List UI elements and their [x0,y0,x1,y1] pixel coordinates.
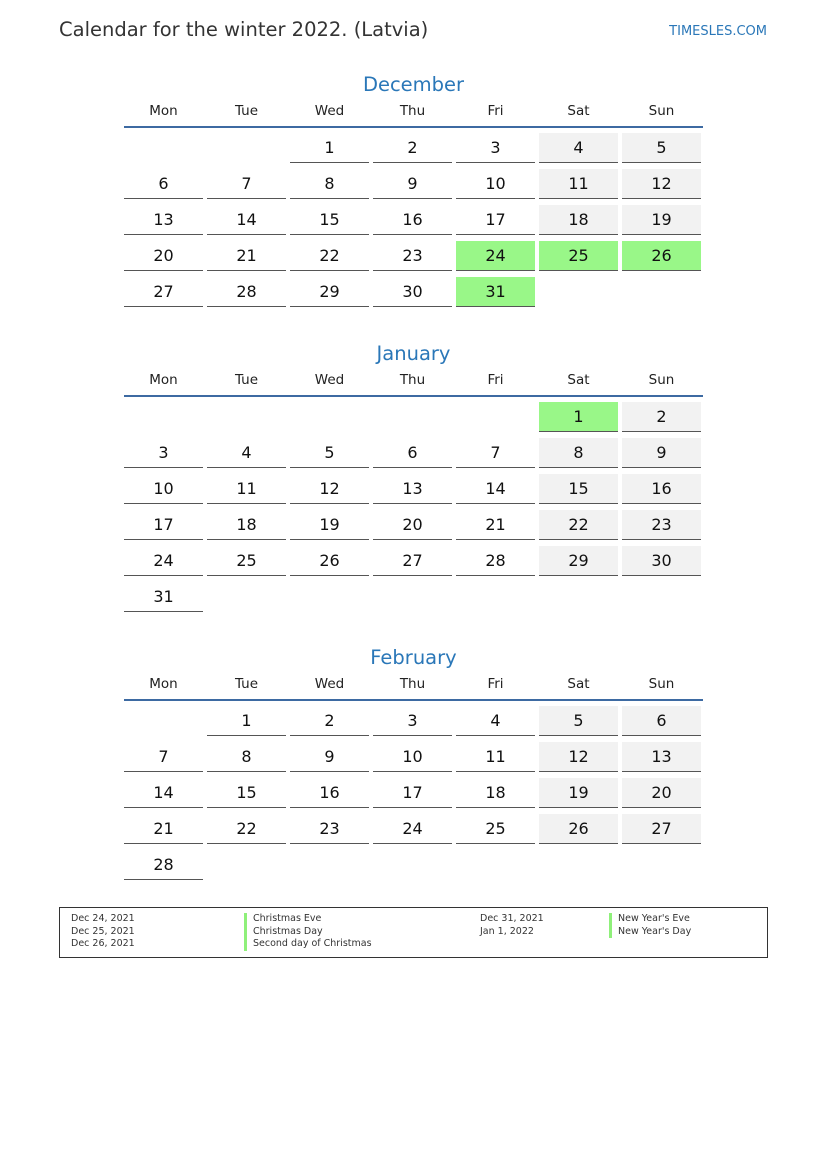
day-cell: 14 [456,474,535,504]
day-cell: 5 [622,133,701,163]
day-cell: 1 [290,133,369,163]
day-cell: 12 [539,742,618,772]
day-cell: 9 [622,438,701,468]
week-row [124,849,703,885]
day-cell: 15 [290,205,369,235]
day-cell: 15 [207,778,286,808]
empty-cell [290,402,369,432]
day-cell: 20 [622,778,701,808]
empty-cell [373,582,452,612]
day-cell: 21 [456,510,535,540]
week-row [124,276,703,312]
day-cell: 29 [290,277,369,307]
empty-cell [622,850,701,880]
legend-names-left [244,913,372,951]
day-cell: 24 [373,814,452,844]
day-cell: 18 [456,778,535,808]
day-cell: 19 [622,205,701,235]
day-cell: 7 [207,169,286,199]
weekday-header [124,369,703,395]
weekday-label: Sat [567,372,590,388]
day-cell: 26 [622,241,701,271]
month-january [124,339,703,617]
day-cell: 4 [207,438,286,468]
day-cell: 28 [207,277,286,307]
day-cell: 27 [622,814,701,844]
page-title: Calendar for the winter 2022. (Latvia) [59,18,429,41]
weekday-label: Tue [234,103,259,119]
weekday-label: Mon [149,676,178,692]
weeks-grid [124,705,703,885]
weekday-label: Sat [567,103,590,119]
day-cell: 31 [456,277,535,307]
month-february [124,643,703,885]
day-cell: 21 [124,814,203,844]
day-cell: 22 [207,814,286,844]
day-cell: 20 [373,510,452,540]
week-row [124,204,703,240]
empty-cell [456,850,535,880]
legend-holiday-name: Second day of Christmas [244,938,372,951]
day-cell: 14 [207,205,286,235]
legend-date: Dec 24, 2021 [71,913,135,924]
day-cell: 4 [539,133,618,163]
legend-names-right [609,913,691,938]
day-cell: 25 [539,241,618,271]
weekday-label: Fri [487,676,504,692]
weekday-header [124,100,703,126]
header-divider [124,126,703,128]
day-cell: 7 [124,742,203,772]
day-cell: 30 [373,277,452,307]
weekday-label: Tue [234,372,259,388]
day-cell: 3 [124,438,203,468]
week-row [124,509,703,545]
weekday-header [124,673,703,699]
day-cell: 13 [622,742,701,772]
weekday-label: Thu [399,676,426,692]
empty-cell [207,850,286,880]
day-cell: 14 [124,778,203,808]
day-cell: 16 [622,474,701,504]
day-cell: 26 [290,546,369,576]
weeks-grid [124,132,703,312]
day-cell: 28 [124,850,203,880]
day-cell: 3 [456,133,535,163]
month-title: February [370,646,457,669]
empty-cell [124,706,203,736]
legend-holiday-name: New Year's Day [609,926,691,939]
legend-holiday-name: Christmas Day [244,926,372,939]
week-row [124,545,703,581]
weekday-label: Wed [314,372,345,388]
legend-dates-right [480,913,544,938]
empty-cell [124,402,203,432]
day-cell: 22 [539,510,618,540]
day-cell: 16 [373,205,452,235]
empty-cell [539,582,618,612]
day-cell: 12 [290,474,369,504]
day-cell: 19 [290,510,369,540]
week-row [124,581,703,617]
empty-cell [622,582,701,612]
day-cell: 13 [373,474,452,504]
day-cell: 24 [456,241,535,271]
week-row [124,437,703,473]
empty-cell [456,402,535,432]
day-cell: 5 [539,706,618,736]
weekday-label: Wed [314,676,345,692]
weekday-label: Fri [487,372,504,388]
day-cell: 2 [622,402,701,432]
month-title: January [376,342,451,365]
day-cell: 25 [456,814,535,844]
month-title: December [362,73,465,96]
day-cell: 22 [290,241,369,271]
month-december [124,70,703,312]
weekday-label: Mon [149,372,178,388]
day-cell: 6 [622,706,701,736]
day-cell: 9 [290,742,369,772]
weeks-grid [124,401,703,617]
day-cell: 17 [124,510,203,540]
empty-cell [207,402,286,432]
site-link[interactable]: TIMESLES.COM [669,24,767,39]
empty-cell [290,850,369,880]
legend-dates-left [71,913,135,951]
day-cell: 9 [373,169,452,199]
day-cell: 25 [207,546,286,576]
day-cell: 15 [539,474,618,504]
legend-holiday-name: Christmas Eve [244,913,372,926]
week-row [124,401,703,437]
empty-cell [456,582,535,612]
day-cell: 8 [539,438,618,468]
day-cell: 21 [207,241,286,271]
day-cell: 13 [124,205,203,235]
day-cell: 17 [456,205,535,235]
header-divider [124,699,703,701]
day-cell: 1 [539,402,618,432]
weekday-label: Sun [648,103,675,119]
day-cell: 12 [622,169,701,199]
legend-holiday-name: New Year's Eve [609,913,691,926]
day-cell: 31 [124,582,203,612]
week-row [124,777,703,813]
weekday-label: Mon [149,103,178,119]
day-cell: 10 [124,474,203,504]
legend-date: Dec 31, 2021 [480,913,544,924]
day-cell: 26 [539,814,618,844]
empty-cell [290,582,369,612]
day-cell: 23 [622,510,701,540]
weekday-label: Sun [648,676,675,692]
day-cell: 2 [373,133,452,163]
day-cell: 6 [124,169,203,199]
day-cell: 23 [373,241,452,271]
day-cell: 10 [456,169,535,199]
week-row [124,741,703,777]
day-cell: 4 [456,706,535,736]
day-cell: 28 [456,546,535,576]
day-cell: 29 [539,546,618,576]
day-cell: 11 [207,474,286,504]
legend-date: Jan 1, 2022 [480,925,534,937]
empty-cell [539,277,618,307]
day-cell: 30 [622,546,701,576]
week-row [124,168,703,204]
day-cell: 18 [539,205,618,235]
empty-cell [124,133,203,163]
empty-cell [539,850,618,880]
week-row [124,813,703,849]
day-cell: 10 [373,742,452,772]
weekday-label: Thu [399,372,426,388]
day-cell: 1 [207,706,286,736]
day-cell: 16 [290,778,369,808]
holiday-legend [59,907,768,958]
day-cell: 27 [373,546,452,576]
legend-date: Dec 26, 2021 [71,938,135,950]
day-cell: 19 [539,778,618,808]
weekday-label: Wed [314,103,345,119]
day-cell: 8 [207,742,286,772]
empty-cell [207,133,286,163]
weekday-label: Sat [567,676,590,692]
week-row [124,240,703,276]
day-cell: 7 [456,438,535,468]
weekday-label: Thu [399,103,426,119]
empty-cell [207,582,286,612]
weekday-label: Sun [648,372,675,388]
week-row [124,705,703,741]
header-divider [124,395,703,397]
day-cell: 17 [373,778,452,808]
day-cell: 6 [373,438,452,468]
empty-cell [373,850,452,880]
day-cell: 24 [124,546,203,576]
day-cell: 23 [290,814,369,844]
week-row [124,473,703,509]
week-row [124,132,703,168]
day-cell: 11 [539,169,618,199]
empty-cell [622,277,701,307]
weekday-label: Fri [487,103,504,119]
weekday-label: Tue [234,676,259,692]
day-cell: 18 [207,510,286,540]
day-cell: 20 [124,241,203,271]
day-cell: 5 [290,438,369,468]
day-cell: 27 [124,277,203,307]
day-cell: 8 [290,169,369,199]
legend-date: Dec 25, 2021 [71,925,135,937]
day-cell: 3 [373,706,452,736]
empty-cell [373,402,452,432]
day-cell: 11 [456,742,535,772]
day-cell: 2 [290,706,369,736]
